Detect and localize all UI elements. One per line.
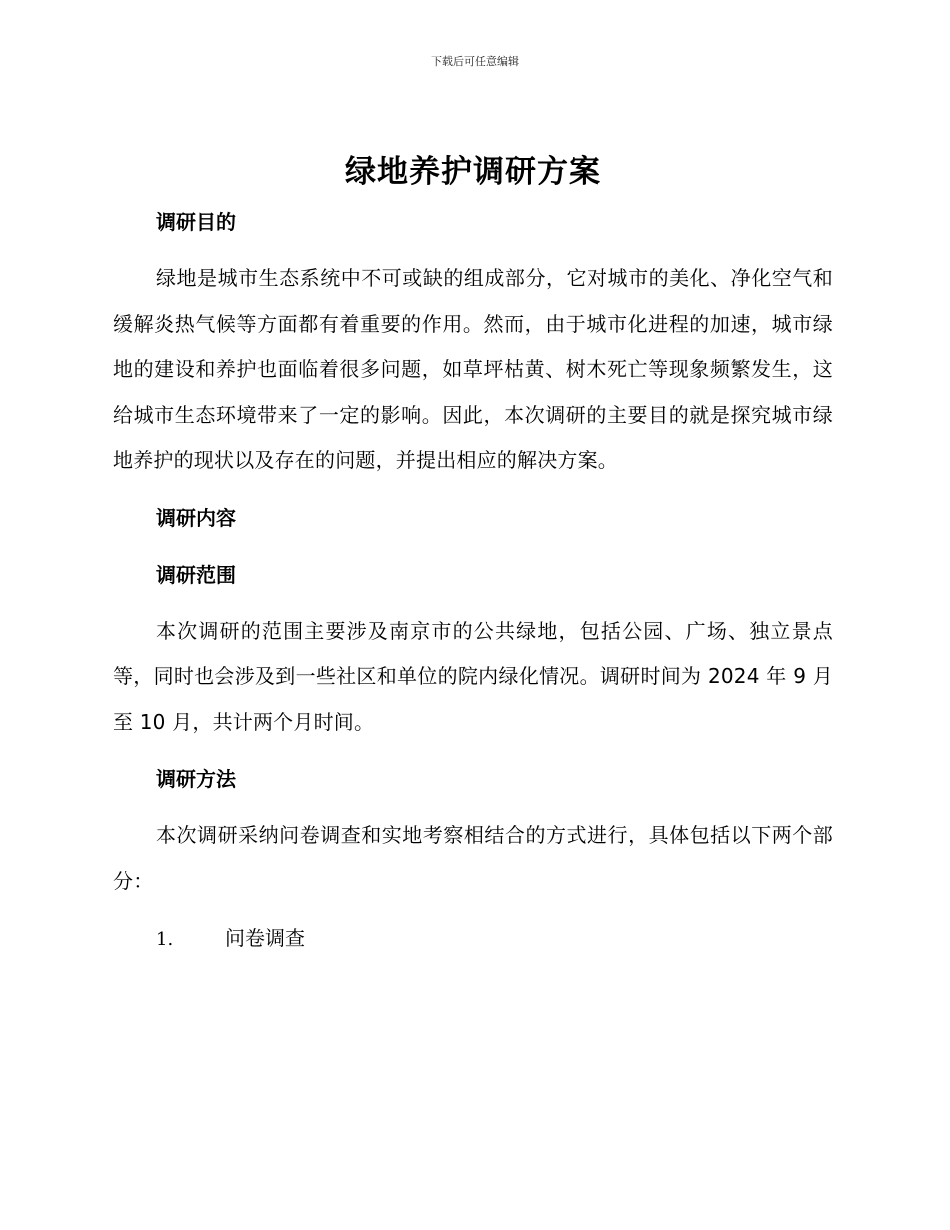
section-heading-purpose: 调研目的 bbox=[156, 210, 236, 234]
document-body bbox=[113, 148, 833, 962]
list-item-number: 1. bbox=[156, 929, 174, 950]
section-heading-scope: 调研范围 bbox=[156, 562, 236, 587]
paragraph-purpose: 绿地是城市生态系统中不可或缺的组成部分，它对城市的美化、净化空气和缓解炎热气候等方面都有着重要的作用。然而，由于城市化进程的加速，城市绿地的建设和养护也面临着很多问题，如草坪枯黄、树木死亡等现象频繁发生，这给城市生态环境带来了一定的影响。因此，本次调研的主要目的就是探究城市绿地养护的现状以及存在的问题，并提出相应的解决方案。 bbox=[113, 266, 833, 472]
list-item bbox=[113, 916, 833, 962]
paragraph-method: 本次调研采纳问卷调查和实地考察相结合的方式进行，具体包括以下两个部分： bbox=[113, 823, 833, 893]
page-header: 下载后可任意编辑 bbox=[431, 55, 519, 68]
section-heading-method: 调研方法 bbox=[156, 767, 236, 791]
list-item-text: 问卷调查 bbox=[225, 926, 305, 950]
paragraph-scope: 本次调研的范围主要涉及南京市的公共绿地，包括公园、广场、独立景点等，同时也会涉及到一些社区和单位的院内绿化情况。调研时间为 2024 年 9 月至 10 月，共计两个月时间。 bbox=[113, 618, 833, 734]
document-title: 绿地养护调研方案 bbox=[345, 154, 601, 190]
section-heading-content: 调研内容 bbox=[156, 505, 236, 530]
